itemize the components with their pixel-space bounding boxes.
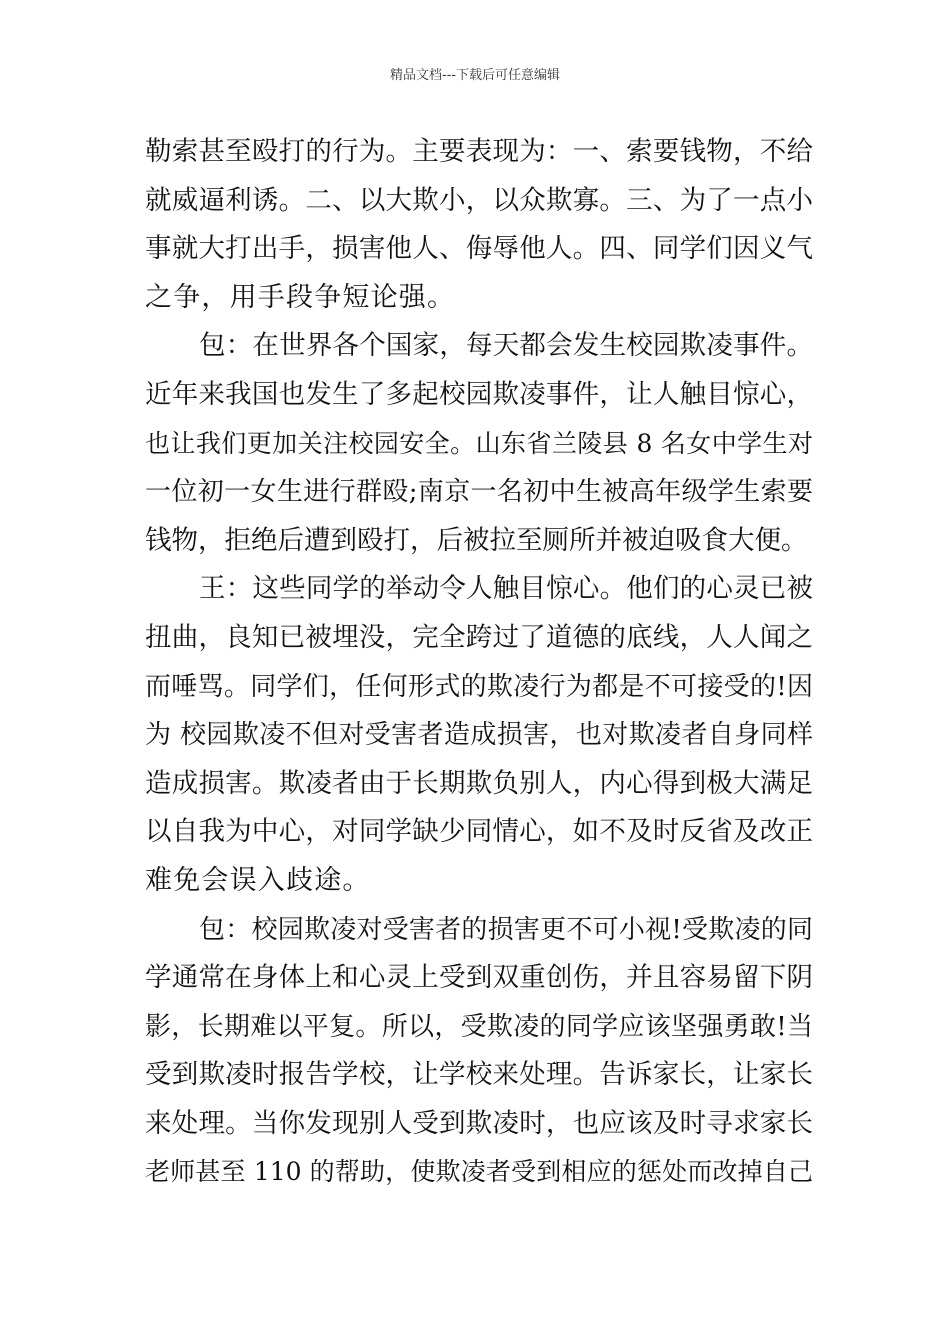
text-line: 包：校园欺凌对受害者的损害更不可小视!受欺凌的同 bbox=[199, 914, 813, 945]
text-line: 王：这些同学的举动令人触目惊心。他们的心灵已被 bbox=[199, 573, 813, 605]
text-line: 一位初一女生进行群殴;南京一名初中生被高年级学生索要 bbox=[145, 477, 813, 508]
text-line: 扭曲，良知已被埋没，完全跨过了道德的底线，人人闻之 bbox=[145, 621, 813, 653]
text-line: 来处理。当你发现别人受到欺凌时，也应该及时寻求家长 bbox=[145, 1107, 813, 1139]
text-line: 钱物，拒绝后遭到殴打，后被拉至厕所并被迫吸食大便。 bbox=[145, 524, 808, 556]
text-line: 难免会误入歧途。 bbox=[145, 864, 371, 896]
text-line: 事就大打出手，损害他人、侮辱他人。四、同学们因义气 bbox=[145, 233, 813, 265]
text-line: 包：在世界各个国家，每天都会发生校园欺凌事件。 bbox=[199, 330, 813, 362]
text-line: 而唾骂。同学们，任何形式的欺凌行为都是不可接受的!因 bbox=[145, 671, 813, 702]
text-line: 以自我为中心，对同学缺少同情心，如不及时反省及改正 bbox=[145, 816, 813, 848]
text-line: 学通常在身体上和心灵上受到双重创伤，并且容易留下阴 bbox=[145, 962, 813, 994]
text-line: 造成损害。欺凌者由于长期欺负别人，内心得到极大满足 bbox=[145, 767, 813, 799]
text-line: 影，长期难以平复。所以，受欺凌的同学应该坚强勇敢!当 bbox=[145, 1011, 813, 1042]
text-line: 受到欺凌时报告学校，让学校来处理。告诉家长，让家长 bbox=[145, 1059, 813, 1091]
text-line: 就威逼利诱。二、以大欺小，以众欺寡。三、为了一点小 bbox=[145, 184, 813, 216]
text-line: 为 校园欺凌不但对受害者造成损害，也对欺凌者自身同样 bbox=[145, 720, 813, 751]
text-line: 近年来我国也发生了多起校园欺凌事件，让人触目惊心， bbox=[145, 378, 813, 410]
text-line: 勒索甚至殴打的行为。主要表现为：一、索要钱物，不给 bbox=[145, 136, 813, 167]
document-body bbox=[145, 128, 813, 1197]
text-line: 之争，用手段争短论强。 bbox=[145, 281, 456, 313]
text-line: 也让我们更加关注校园安全。山东省兰陵县 8 名女中学生对 bbox=[145, 428, 813, 458]
page-header: 精品文档---下载后可任意编辑 bbox=[389, 68, 561, 83]
text-line: 老师甚至 110 的帮助，使欺凌者受到相应的惩处而改掉自己 bbox=[145, 1157, 813, 1187]
